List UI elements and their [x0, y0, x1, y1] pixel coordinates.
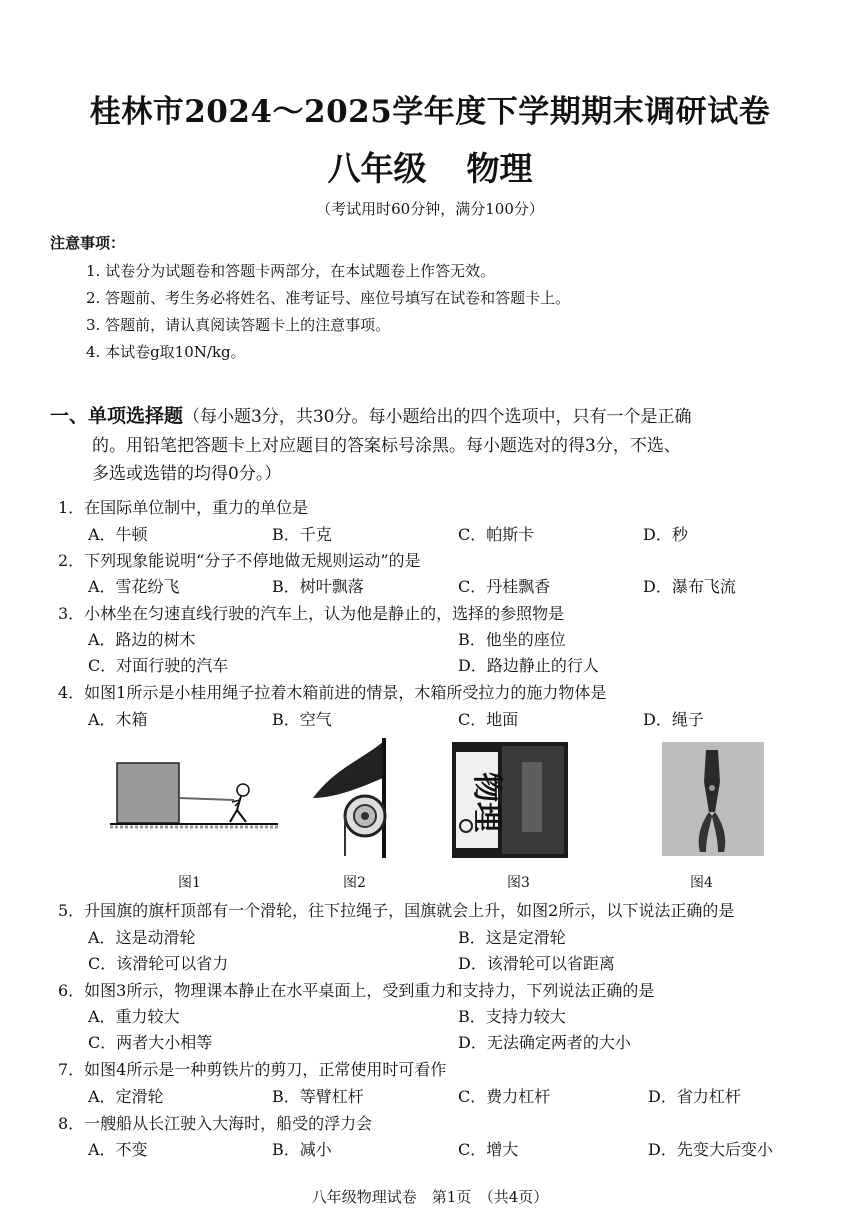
q5-option-a: A．这是动滑轮 [88, 928, 196, 947]
q1-option-a: A．牛顿 [88, 525, 148, 544]
q6-option-c: C．两者大小相等 [88, 1033, 213, 1052]
question-4-stem: 4．如图1所示是小桂用绳子拉着木箱前进的情景，木箱所受拉力的施力物体是 [58, 683, 607, 702]
figure-2-caption: 图2 [343, 875, 366, 891]
question-6-stem: 6．如图3所示，物理课本静止在水平桌面上，受到重力和支持力，下列说法正确的是 [58, 981, 655, 1000]
exam-title: 桂林市2024～2025学年度下学期期末调研试卷 [89, 94, 771, 130]
note-item-4: 4. 本试卷g取10N/kg。 [86, 343, 246, 361]
figure-1-caption: 图1 [178, 875, 201, 891]
notes-heading: 注意事项： [50, 234, 126, 252]
section-instructions-3: 多选或选错的均得0分。） [92, 464, 282, 484]
section-instructions-2: 的。用铅笔把答题卡上对应题目的答案标号涂黑。每小题选对的得3分，不选、 [92, 436, 681, 456]
q7-option-d: D．省力杠杆 [648, 1087, 741, 1106]
section-instructions-1: （每小题3分，共30分。每小题给出的四个选项中，只有一个是正确 [183, 407, 692, 427]
question-1-stem: 1．在国际单位制中，重力的单位是 [58, 498, 309, 517]
q8-option-d: D．先变大后变小 [648, 1140, 773, 1159]
question-3-stem: 3．小林坐在匀速直线行驶的汽车上，认为他是静止的，选择的参照物是 [58, 604, 565, 623]
question-5-stem: 5．升国旗的旗杆顶部有一个滑轮，往下拉绳子，国旗就会上升，如图2所示，以下说法正确的是 [58, 901, 735, 920]
figure-4-caption: 图4 [690, 875, 713, 891]
figure-3-caption: 图3 [507, 875, 530, 891]
note-item-1: 1. 试卷分为试题卷和答题卡两部分，在本试题卷上作答无效。 [86, 262, 496, 280]
q1-option-b: B．千克 [272, 525, 332, 544]
figure-3-book-title: 物理 [469, 772, 504, 832]
q5-option-b: B．这是定滑轮 [458, 928, 566, 947]
question-2-stem: 2．下列现象能说明“分子不停地做无规则运动”的是 [58, 551, 421, 570]
q8-option-b: B．减小 [272, 1140, 332, 1159]
grade-label: 八年级 [327, 149, 427, 188]
q3-option-d: D．路边静止的行人 [458, 656, 599, 675]
q7-option-a: A．定滑轮 [88, 1087, 164, 1106]
note-item-3: 3. 答题前，请认真阅读答题卡上的注意事项。 [86, 316, 391, 334]
q2-option-b: B．树叶飘落 [272, 577, 364, 596]
q4-option-b: B．空气 [272, 710, 332, 729]
q3-option-c: C．对面行驶的汽车 [88, 656, 229, 675]
q4-option-d: D．绳子 [643, 710, 704, 729]
q2-option-d: D．瀑布飞流 [643, 577, 736, 596]
q8-option-a: A．不变 [88, 1140, 148, 1159]
q5-option-d: D．该滑轮可以省距离 [458, 954, 615, 973]
q1-option-c: C．帕斯卡 [458, 525, 535, 544]
q4-option-c: C．地面 [458, 710, 519, 729]
question-8-stem: 8．一艘船从长江驶入大海时，船受的浮力会 [58, 1114, 373, 1133]
section-title: 一、单项选择题 [50, 405, 184, 427]
note-item-2: 2. 答题前、考生务必将姓名、准考证号、座位号填写在试卷和答题卡上。 [86, 289, 571, 307]
q6-option-b: B．支持力较大 [458, 1007, 566, 1026]
q6-option-a: A．重力较大 [88, 1007, 180, 1026]
figure-4-tin-snips [662, 742, 764, 856]
subject-label: 物理 [466, 149, 533, 188]
figure-2-flagpole-pulley [305, 738, 405, 858]
page-footer: 八年级物理试卷 第1页 （共4页） [311, 1188, 549, 1206]
q6-option-d: D．无法确定两者的大小 [458, 1033, 631, 1052]
q8-option-c: C．增大 [458, 1140, 519, 1159]
figure-3-physics-book [452, 742, 568, 858]
q3-option-a: A．路边的树木 [88, 630, 196, 649]
section-heading-line [50, 402, 691, 432]
q1-option-d: D．秒 [643, 525, 688, 544]
q3-option-b: B．他坐的座位 [458, 630, 566, 649]
exam-info: （考试用时60分钟，满分100分） [316, 200, 544, 218]
q4-option-a: A．木箱 [88, 710, 148, 729]
q2-option-c: C．丹桂飘香 [458, 577, 551, 596]
q2-option-a: A．雪花纷飞 [88, 577, 180, 596]
figure-1-box-pulled [110, 760, 280, 832]
q5-option-c: C．该滑轮可以省力 [88, 954, 229, 973]
question-7-stem: 7．如图4所示是一种剪铁片的剪刀，正常使用时可看作 [58, 1060, 447, 1079]
exam-subtitle [0, 143, 860, 190]
q7-option-b: B．等臂杠杆 [272, 1087, 364, 1106]
q7-option-c: C．费力杠杆 [458, 1087, 551, 1106]
